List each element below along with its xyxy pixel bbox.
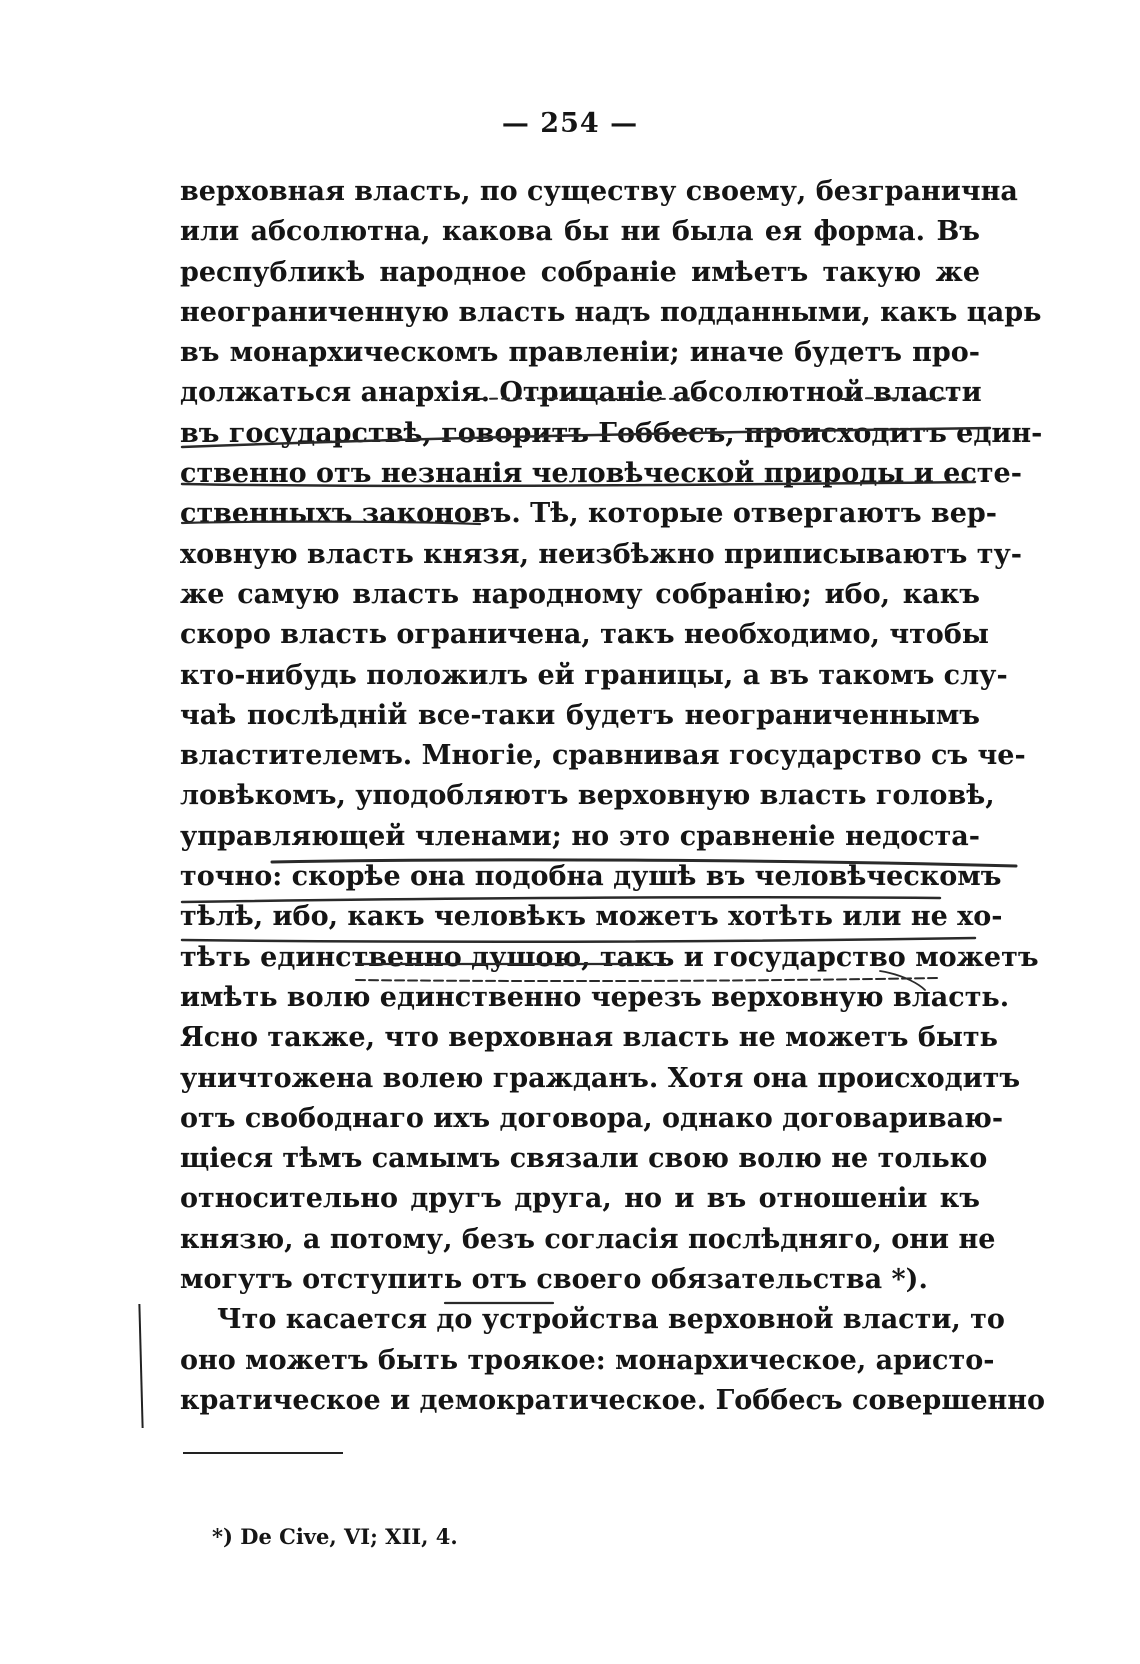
text-line: щіеся тѣмъ самымъ связали свою волю не только [180, 1143, 988, 1175]
text-line: ховную власть князя, неизбѣжно приписываютъ ту- [180, 538, 1022, 570]
text-line: ственныхъ законовъ. Тѣ, которые отвергаютъ вер- [180, 498, 997, 530]
text-line: отъ свободнаго ихъ договора, однако договариваю- [180, 1102, 1004, 1134]
text-line: кратическое и демократическое. Гоббесъ совершенно [180, 1384, 1046, 1416]
text-line: управляющей членами; но это сравненіе недоста- [180, 820, 980, 852]
text-line: могутъ отступить отъ своего обязательства *). [180, 1264, 928, 1296]
text-line: неограниченную власть надъ подданными, какъ царь [180, 296, 1042, 328]
page-number: — 254 — [501, 108, 639, 139]
text-line: Что касается до устройства верховной власти, то [217, 1304, 1005, 1336]
text-line: должаться анархія. Отрицаніе абсолютной власти [180, 377, 982, 409]
text-line: оно можетъ быть троякое: монархическое, аристо- [180, 1344, 995, 1376]
text-line: ловѣкомъ, уподобляютъ верховную власть головѣ, [180, 780, 995, 812]
text-line: уничтожена волею гражданъ. Хотя она происходитъ [180, 1062, 1021, 1094]
text-line: Ясно также, что верховная власть не можетъ быть [180, 1022, 998, 1054]
text-line: ственно отъ незнанія человѣческой природы и есте- [180, 458, 1022, 490]
text-line: кто-нибудь положилъ ей границы, а въ такомъ слу- [180, 659, 1008, 691]
text-line: чаѣ послѣдній все-таки будетъ неограниченнымъ [180, 699, 980, 731]
text-line: или абсолютна, какова бы ни была ея форма. Въ [180, 216, 980, 248]
text-line: властителемъ. Многіе, сравнивая государство съ че- [180, 740, 1026, 772]
text-line: князю, а потому, безъ согласія послѣдняго, они не [180, 1223, 996, 1255]
text-line: республикѣ народное собраніе имѣетъ такую же [180, 256, 980, 288]
text-line: скоро власть ограничена, такъ необходимо, чтобы [180, 619, 989, 651]
text-line: верховная власть, по существу своему, безгранична [180, 176, 1018, 207]
text-line: тѣть единственно душою, такъ и государство можетъ [180, 941, 1039, 973]
text-line: относительно другъ друга, но и въ отношеніи къ [180, 1183, 980, 1215]
text-line: въ государствѣ, говоритъ Гоббесъ, происходитъ един- [180, 417, 1043, 449]
text-line: тѣлѣ, ибо, какъ человѣкъ можетъ хотѣть или не хо- [180, 901, 1003, 933]
text-line: же самую власть народному собранію; ибо, какъ [180, 578, 980, 610]
text-line: точно: скорѣе она подобна душѣ въ человѣческомъ [180, 861, 1002, 893]
text-line: имѣть волю единственно черезъ верховную власть. [180, 981, 1010, 1013]
footnote-divider [183, 1452, 343, 1454]
text-line: въ монархическомъ правленіи; иначе будетъ про- [180, 337, 980, 369]
margin-line-mark [138, 1304, 143, 1428]
body-text [180, 172, 1046, 1421]
footnote: *) De Cive, VI; XII, 4. [212, 1524, 458, 1549]
